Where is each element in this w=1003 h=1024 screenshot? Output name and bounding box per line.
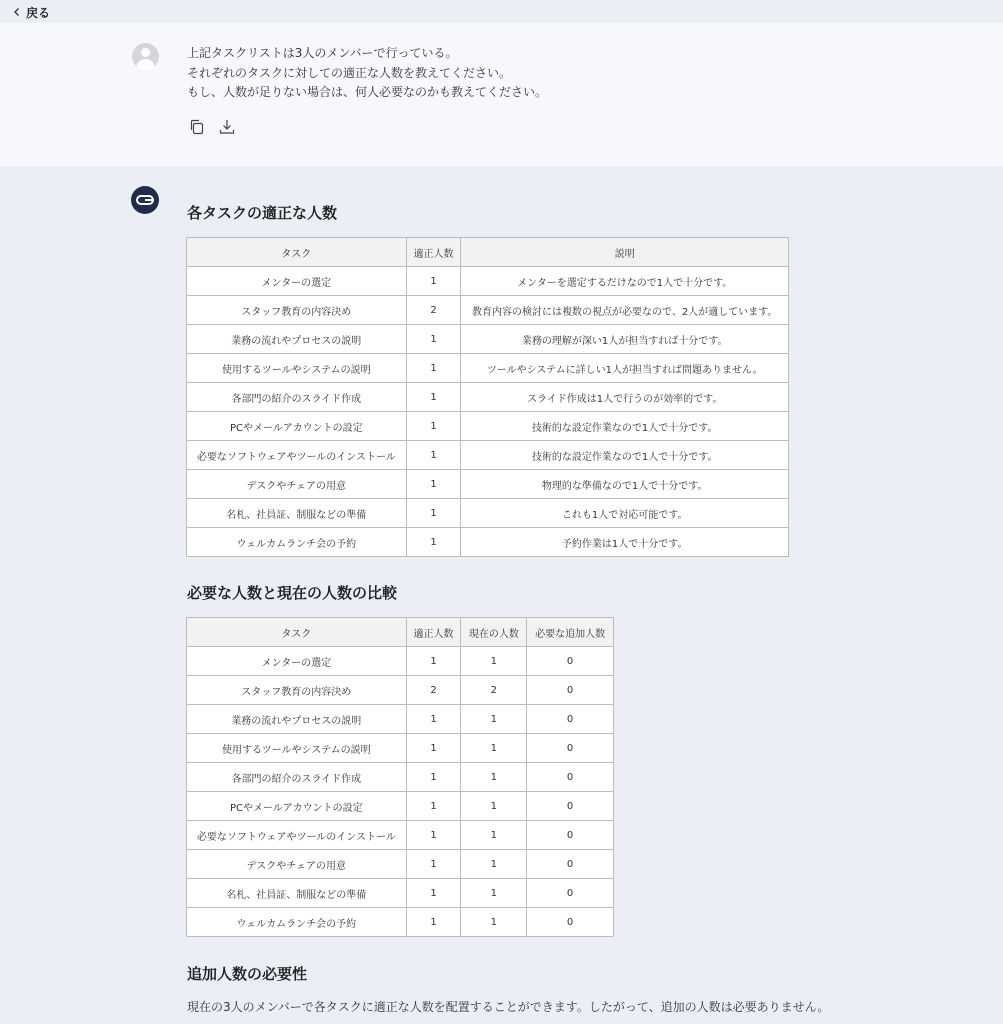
table-row <box>187 792 614 821</box>
table-cell: PCやメールアカウントの設定 <box>187 412 407 441</box>
table-cell: デスクやチェアの用意 <box>187 850 407 879</box>
table-cell: 0 <box>527 763 614 792</box>
table-cell: 1 <box>461 879 527 908</box>
table-cell: 名札、社員証、制服などの準備 <box>187 879 407 908</box>
table-header-row <box>187 238 789 267</box>
table-cell: 2 <box>406 296 461 325</box>
table-cell: 必要なソフトウェアやツールのインストール <box>187 441 407 470</box>
table-row <box>187 705 614 734</box>
table-cell: 1 <box>406 470 461 499</box>
table-row <box>187 850 614 879</box>
table-cell: 0 <box>527 792 614 821</box>
table-row <box>187 354 789 383</box>
table-cell: 1 <box>406 705 461 734</box>
table-cell: 1 <box>406 412 461 441</box>
table-row <box>187 470 789 499</box>
table-cell: 2 <box>461 676 527 705</box>
table-row <box>187 441 789 470</box>
column-header: タスク <box>187 238 407 267</box>
user-message-line: 上記タスクリストは3人のメンバーで行っている。 <box>187 46 458 60</box>
table-cell: PCやメールアカウントの設定 <box>187 792 407 821</box>
table-row <box>187 267 789 296</box>
table-row <box>187 908 614 937</box>
staffing-comparison-table <box>186 617 614 937</box>
table-cell: 教育内容の検討には複数の視点が必要なので、2人が適しています。 <box>461 296 789 325</box>
table-cell: 1 <box>406 647 461 676</box>
table-cell: 1 <box>406 528 461 557</box>
table-cell: メンターの選定 <box>187 267 407 296</box>
table-cell: スタッフ教育の内容決め <box>187 296 407 325</box>
table-cell: 1 <box>406 908 461 937</box>
assistant-logo-icon <box>131 186 159 214</box>
table-cell: 各部門の紹介のスライド作成 <box>187 383 407 412</box>
table-cell: ツールやシステムに詳しい1人が担当すれば問題ありません。 <box>461 354 789 383</box>
table-row <box>187 325 789 354</box>
table-cell: 使用するツールやシステムの説明 <box>187 354 407 383</box>
table-cell: 1 <box>406 325 461 354</box>
download-icon[interactable] <box>218 118 236 136</box>
column-header: 適正人数 <box>406 238 461 267</box>
table-cell: 1 <box>461 821 527 850</box>
table-row <box>187 821 614 850</box>
table-cell: 1 <box>406 499 461 528</box>
table-row <box>187 676 614 705</box>
user-message-block <box>0 23 1003 166</box>
back-label: 戻る <box>26 5 51 20</box>
table-cell: 物理的な準備なので1人で十分です。 <box>461 470 789 499</box>
back-button[interactable] <box>12 4 50 20</box>
table-cell: 0 <box>527 705 614 734</box>
table-cell: これも1人で対応可能です。 <box>461 499 789 528</box>
task-staffing-table <box>186 237 789 557</box>
user-message-line: それぞれのタスクに対しての適正な人数を教えてください。 <box>187 65 512 80</box>
heading-additional-staff: 追加人数の必要性 <box>187 965 308 983</box>
table-cell: デスクやチェアの用意 <box>187 470 407 499</box>
table-cell: スタッフ教育の内容決め <box>187 676 407 705</box>
table-cell: 名札、社員証、制服などの準備 <box>187 499 407 528</box>
table-cell: 1 <box>406 879 461 908</box>
table-cell: 0 <box>527 647 614 676</box>
table-cell: 1 <box>406 821 461 850</box>
table-cell: 0 <box>527 676 614 705</box>
table-cell: 0 <box>527 879 614 908</box>
table-cell: メンターを選定するだけなので1人で十分です。 <box>461 267 789 296</box>
user-message-text <box>187 44 887 103</box>
column-header: 適正人数 <box>406 618 461 647</box>
table-cell: 1 <box>461 792 527 821</box>
top-bar <box>0 0 1003 23</box>
table-cell: 1 <box>461 850 527 879</box>
table-row <box>187 879 614 908</box>
table-cell: 1 <box>406 441 461 470</box>
table-cell: 1 <box>461 647 527 676</box>
table-cell: 1 <box>406 354 461 383</box>
table-row <box>187 763 614 792</box>
conclusion-text: 現在の3人のメンバーで各タスクに適正な人数を配置することができます。したがって、追加の人数は必要ありません。 <box>187 1000 830 1014</box>
column-header: 現在の人数 <box>461 618 527 647</box>
message-actions <box>188 118 236 136</box>
user-message-line: もし、人数が足りない場合は、何人必要なのかも教えてください。 <box>187 85 548 99</box>
table-cell: 必要なソフトウェアやツールのインストール <box>187 821 407 850</box>
table-cell: 1 <box>406 383 461 412</box>
table-row <box>187 528 789 557</box>
table-row <box>187 647 614 676</box>
table-cell: 2 <box>406 676 461 705</box>
table-cell: 1 <box>461 734 527 763</box>
table-cell: 技術的な設定作業なので1人で十分です。 <box>461 441 789 470</box>
table-row <box>187 499 789 528</box>
table-cell: スライド作成は1人で行うのが効率的です。 <box>461 383 789 412</box>
table-cell: 1 <box>461 908 527 937</box>
table-cell: 1 <box>406 763 461 792</box>
heading-task-staffing: 各タスクの適正な人数 <box>187 204 338 222</box>
table-cell: 業務の流れやプロセスの説明 <box>187 325 407 354</box>
column-header: 必要な追加人数 <box>527 618 614 647</box>
chevron-left-icon <box>12 7 22 17</box>
table-cell: 業務の流れやプロセスの説明 <box>187 705 407 734</box>
table-header-row <box>187 618 614 647</box>
table-cell: 0 <box>527 821 614 850</box>
table-cell: ウェルカムランチ会の予約 <box>187 908 407 937</box>
table-row <box>187 383 789 412</box>
table-row <box>187 734 614 763</box>
table-cell: 1 <box>406 267 461 296</box>
heading-staffing-comparison: 必要な人数と現在の人数の比較 <box>187 584 398 602</box>
table-cell: 1 <box>461 763 527 792</box>
table-cell: 1 <box>406 850 461 879</box>
user-avatar-icon <box>132 43 159 70</box>
table-cell: 各部門の紹介のスライド作成 <box>187 763 407 792</box>
table-cell: メンターの選定 <box>187 647 407 676</box>
table-cell: 予約作業は1人で十分です。 <box>461 528 789 557</box>
column-header: 説明 <box>461 238 789 267</box>
column-header: タスク <box>187 618 407 647</box>
table-cell: 0 <box>527 908 614 937</box>
table-cell: 1 <box>406 792 461 821</box>
table-cell: 0 <box>527 850 614 879</box>
table-cell: 業務の理解が深い1人が担当すれば十分です。 <box>461 325 789 354</box>
copy-icon[interactable] <box>188 118 206 136</box>
table-cell: 使用するツールやシステムの説明 <box>187 734 407 763</box>
table-cell: 技術的な設定作業なので1人で十分です。 <box>461 412 789 441</box>
table-cell: 1 <box>406 734 461 763</box>
table-cell: 1 <box>461 705 527 734</box>
table-row <box>187 296 789 325</box>
table-cell: ウェルカムランチ会の予約 <box>187 528 407 557</box>
table-cell: 0 <box>527 734 614 763</box>
table-row <box>187 412 789 441</box>
